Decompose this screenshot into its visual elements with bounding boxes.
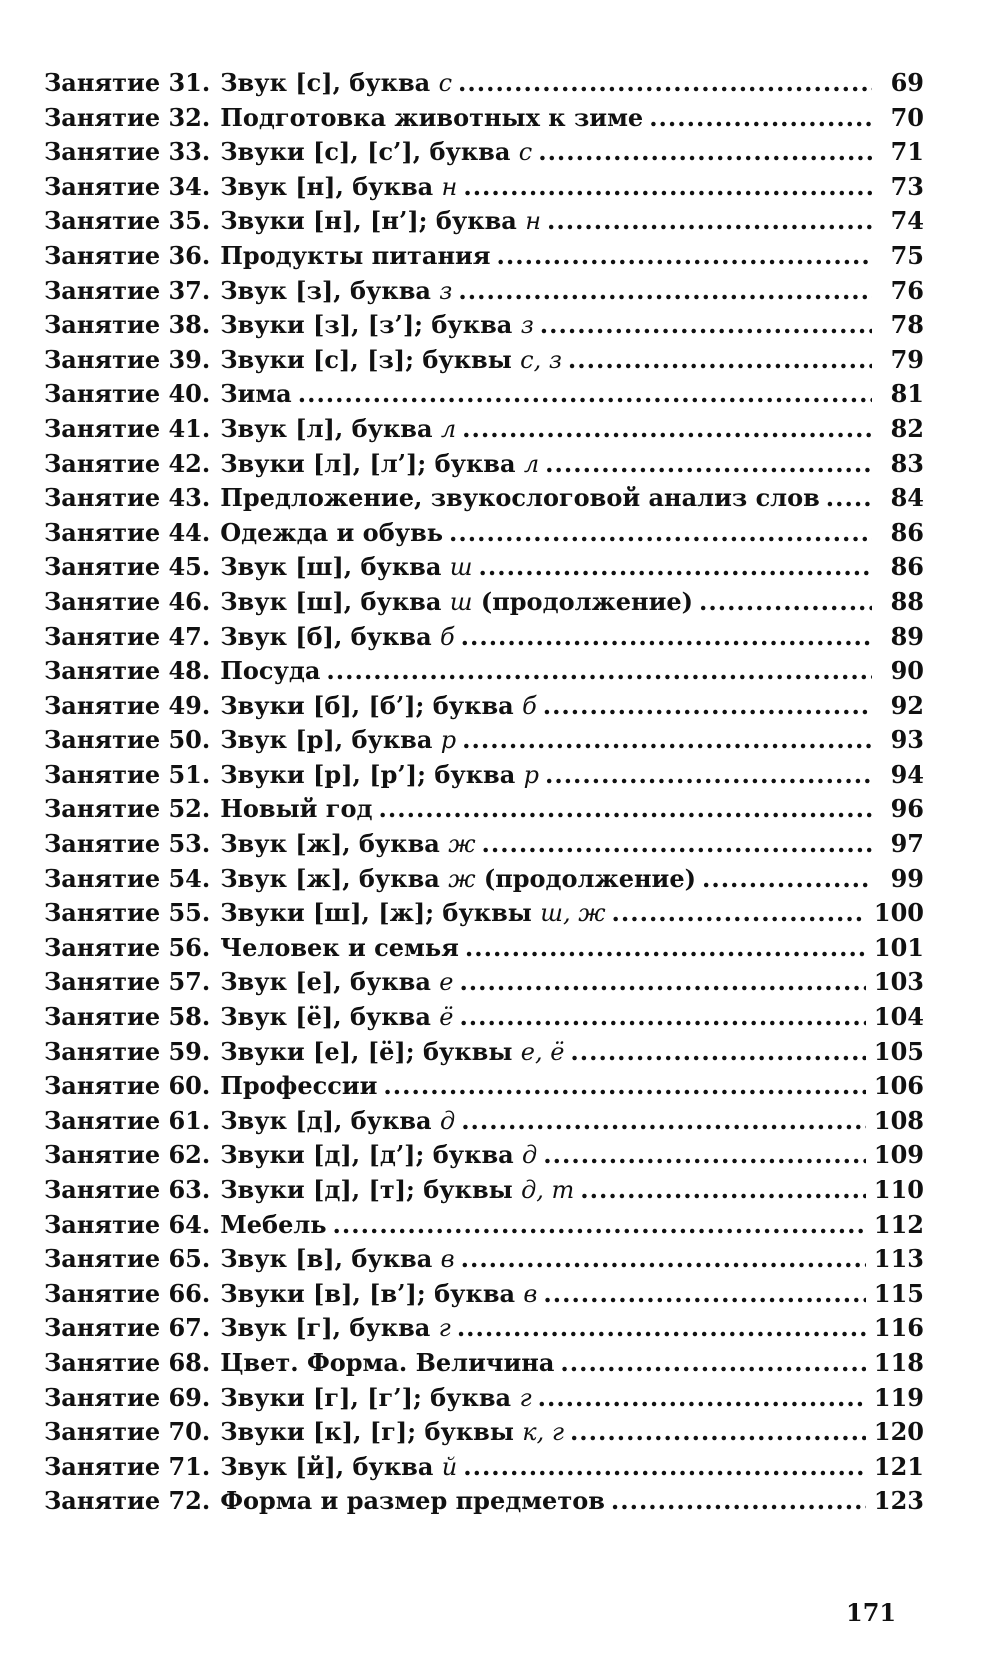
page-reference: 78 <box>890 310 924 340</box>
toc-entry <box>44 620 924 655</box>
dot-leader <box>826 481 872 516</box>
lesson-title-text: Звук [ж], буква <box>220 863 449 893</box>
toc-entry <box>44 1277 924 1312</box>
lesson-title-text: Профессии <box>220 1071 378 1101</box>
page-reference: 112 <box>873 1209 924 1239</box>
lesson-label: Занятие 53. <box>44 829 211 859</box>
page-reference: 73 <box>890 171 924 201</box>
lesson-title <box>220 689 537 724</box>
lesson-title <box>220 550 472 585</box>
lesson-title-text: Звуки [д], [д’]; буква <box>220 1140 523 1170</box>
lesson-title <box>220 101 643 136</box>
lesson-title-text: Звуки [с], [с’], буква <box>220 137 519 167</box>
page-reference: 86 <box>890 517 924 547</box>
toc-entry <box>44 1000 924 1035</box>
lesson-label: Занятие 38. <box>44 310 211 340</box>
toc-entry <box>44 965 924 1000</box>
lesson-letter: г <box>438 1314 451 1343</box>
page-reference: 97 <box>890 829 924 859</box>
toc-entry <box>44 101 924 136</box>
page-reference: 121 <box>873 1451 924 1481</box>
lesson-label: Занятие 34. <box>44 171 211 201</box>
lesson-title-text: Звуки [д], [т]; буквы <box>220 1175 522 1204</box>
dot-leader <box>570 1415 866 1450</box>
lesson-title <box>220 516 443 551</box>
page-reference: 106 <box>873 1071 924 1101</box>
lesson-title-text: Посуда <box>220 656 321 686</box>
lesson-title <box>220 620 454 655</box>
lesson-label: Занятие 43. <box>44 483 211 513</box>
lesson-title-text: Звук [л], буква <box>220 413 441 443</box>
dot-leader <box>580 1173 866 1208</box>
lesson-title <box>220 1484 605 1519</box>
lesson-letter: е <box>439 968 454 997</box>
toc-entry <box>44 204 924 239</box>
lesson-title <box>220 343 562 378</box>
lesson-label: Занятие 42. <box>44 448 211 478</box>
lesson-title-text: Звуки [л], [л’]; буква <box>220 448 524 478</box>
page-reference: 103 <box>873 967 924 997</box>
page-reference: 70 <box>890 102 924 132</box>
page-reference: 113 <box>873 1244 924 1274</box>
lesson-label: Занятие 69. <box>44 1382 211 1412</box>
lesson-label: Занятие 49. <box>44 690 211 720</box>
lesson-label: Занятие 60. <box>44 1071 211 1101</box>
dot-leader <box>461 1242 866 1277</box>
lesson-title <box>220 1311 451 1346</box>
lesson-label: Занятие 62. <box>44 1140 211 1170</box>
lesson-label: Занятие 51. <box>44 759 211 789</box>
lesson-title-text: Звук [ш], буква <box>220 586 450 616</box>
dot-leader <box>570 1035 865 1070</box>
lesson-title-text: Звуки [е], [ё]; буквы <box>220 1036 521 1066</box>
lesson-letter: д <box>522 1141 538 1170</box>
page-reference: 108 <box>873 1105 924 1135</box>
lesson-label: Занятие 45. <box>44 552 211 582</box>
lesson-letter: з <box>439 276 453 305</box>
lesson-title-text: Цвет. Форма. Величина <box>220 1347 555 1377</box>
lesson-label: Занятие 39. <box>44 344 211 374</box>
dot-leader <box>540 308 872 343</box>
lesson-letter: н <box>525 207 541 236</box>
toc-entry <box>44 896 924 931</box>
toc-entry <box>44 1173 924 1208</box>
lesson-title-text: Звуки [с], [з]; буквы <box>220 344 521 374</box>
lesson-title-text: Человек и семья <box>220 932 459 962</box>
lesson-title-text: Звуки [г], [г’]; буква <box>220 1382 520 1412</box>
lesson-title <box>220 585 693 620</box>
dot-leader <box>545 447 872 482</box>
lesson-title-text: Новый год <box>220 794 373 824</box>
page-reference: 109 <box>873 1140 924 1170</box>
toc-entry <box>44 758 924 793</box>
page-reference: 116 <box>873 1313 924 1343</box>
dot-leader <box>462 412 872 447</box>
page-reference: 74 <box>890 206 924 236</box>
toc-entry <box>44 66 924 101</box>
lesson-label: Занятие 33. <box>44 137 211 167</box>
lesson-title <box>220 135 532 170</box>
page-reference: 88 <box>890 586 924 616</box>
page-reference: 100 <box>873 898 924 928</box>
toc-entry <box>44 274 924 309</box>
page-reference: 101 <box>873 932 924 962</box>
lesson-title-suffix: (продолжение) <box>472 586 693 616</box>
toc-entry <box>44 1104 924 1139</box>
lesson-title-text: Звук [г], буква <box>220 1313 439 1343</box>
lesson-label: Занятие 35. <box>44 206 211 236</box>
lesson-title-text: Звук [е], буква <box>220 967 440 997</box>
page-reference: 76 <box>890 275 924 305</box>
toc-entry <box>44 239 924 274</box>
lesson-letter: р <box>440 726 457 755</box>
dot-leader <box>463 1450 866 1485</box>
toc-entry <box>44 1450 924 1485</box>
lesson-letter: ш <box>449 587 473 616</box>
lesson-title <box>220 204 541 239</box>
toc-entry <box>44 308 924 343</box>
lesson-letter: б <box>522 691 537 720</box>
page-reference: 90 <box>890 656 924 686</box>
lesson-title-suffix: (продолжение) <box>475 863 696 893</box>
lesson-letter: ё <box>439 1003 454 1032</box>
lesson-label: Занятие 44. <box>44 517 211 547</box>
lesson-title <box>220 758 539 793</box>
lesson-title-text: Звуки [к], [г]; буквы <box>220 1417 523 1447</box>
lesson-label: Занятие 61. <box>44 1105 211 1135</box>
page-reference: 120 <box>873 1417 924 1447</box>
page-reference: 83 <box>890 448 924 478</box>
lesson-title <box>220 308 534 343</box>
dot-leader <box>543 1277 866 1312</box>
page-reference: 104 <box>873 1002 924 1032</box>
lesson-letter: с <box>518 138 533 167</box>
dot-leader <box>547 204 872 239</box>
dot-leader <box>461 620 872 655</box>
lesson-title-text: Звук [д], буква <box>220 1105 440 1135</box>
page-reference: 79 <box>890 344 924 374</box>
lesson-label: Занятие 64. <box>44 1209 211 1239</box>
lesson-letter: ж <box>448 830 476 859</box>
toc-entry <box>44 585 924 620</box>
toc-entry <box>44 412 924 447</box>
toc-entry <box>44 550 924 585</box>
lesson-label: Занятие 32. <box>44 102 211 132</box>
lesson-title-text: Звуки [в], [в’]; буква <box>220 1278 524 1308</box>
dot-leader <box>649 101 872 136</box>
page-reference: 75 <box>890 240 924 270</box>
toc-entry <box>44 654 924 689</box>
lesson-title <box>220 965 453 1000</box>
toc-entry <box>44 447 924 482</box>
dot-leader <box>497 239 872 274</box>
lesson-title <box>220 1415 564 1450</box>
lesson-label: Занятие 58. <box>44 1002 211 1032</box>
page-reference: 115 <box>873 1278 924 1308</box>
page-reference: 119 <box>873 1382 924 1412</box>
dot-leader <box>568 343 872 378</box>
lesson-title-text: Звуки [б], [б’]; буква <box>220 690 523 720</box>
lesson-title <box>220 1208 326 1243</box>
lesson-title <box>220 654 320 689</box>
page-reference: 82 <box>890 413 924 443</box>
lesson-title <box>220 862 696 897</box>
lesson-title <box>220 931 459 966</box>
lesson-letter: н <box>441 172 458 201</box>
toc-entry <box>44 1381 924 1416</box>
toc-entry <box>44 1311 924 1346</box>
lesson-title-text: Звук [й], буква <box>220 1451 442 1481</box>
dot-leader <box>611 1484 866 1519</box>
lesson-title-text: Звуки [н], [н’]; буква <box>220 206 526 236</box>
dot-leader <box>479 550 873 585</box>
dot-leader <box>699 585 872 620</box>
dot-leader <box>449 516 872 551</box>
lesson-label: Занятие 50. <box>44 725 211 755</box>
page-reference: 110 <box>873 1175 924 1204</box>
toc-entry <box>44 135 924 170</box>
lesson-letter: д <box>439 1106 456 1135</box>
lesson-letter: л <box>440 414 457 443</box>
lesson-label: Занятие 31. <box>44 68 211 97</box>
lesson-letter: з <box>520 311 534 340</box>
toc-entry <box>44 1242 924 1277</box>
page-reference: 94 <box>890 759 924 789</box>
lesson-label: Занятие 37. <box>44 275 211 305</box>
dot-leader <box>538 135 872 170</box>
lesson-label: Занятие 57. <box>44 967 211 997</box>
toc-entry <box>44 931 924 966</box>
lesson-title <box>220 1035 564 1070</box>
lesson-label: Занятие 40. <box>44 379 211 409</box>
toc-entry <box>44 481 924 516</box>
toc-entry <box>44 1415 924 1450</box>
dot-leader <box>383 1069 865 1104</box>
page-reference: 93 <box>890 725 924 755</box>
dot-leader <box>458 274 872 309</box>
lesson-title <box>220 723 456 758</box>
page-reference: 99 <box>890 863 924 893</box>
dot-leader <box>326 654 872 689</box>
page-reference: 71 <box>890 137 924 167</box>
lesson-title-text: Звук [ё], буква <box>220 1002 440 1032</box>
lesson-title-text: Мебель <box>220 1209 327 1239</box>
lesson-title <box>220 1450 457 1485</box>
lesson-title-text: Звук [с], буква <box>220 68 439 97</box>
toc-entry <box>44 689 924 724</box>
lesson-letter: е, ё <box>520 1037 565 1066</box>
lesson-label: Занятие 55. <box>44 898 211 928</box>
toc-entry <box>44 1346 924 1381</box>
lesson-letter: ш, ж <box>540 899 606 928</box>
lesson-title <box>220 1346 554 1381</box>
dot-leader <box>560 1346 866 1381</box>
lesson-label: Занятие 59. <box>44 1036 211 1066</box>
lesson-title <box>220 1381 531 1416</box>
toc-entry <box>44 862 924 897</box>
lesson-letter: ж <box>448 864 476 893</box>
dot-leader <box>481 827 872 862</box>
dot-leader <box>462 723 872 758</box>
lesson-title <box>220 66 452 101</box>
dot-leader <box>545 758 872 793</box>
lesson-title-text: Звук [б], буква <box>220 621 440 651</box>
toc-entry <box>44 827 924 862</box>
dot-leader <box>463 170 872 205</box>
lesson-title-text: Звук [ш], буква <box>220 552 450 582</box>
toc-entry <box>44 1069 924 1104</box>
lesson-title <box>220 1173 574 1208</box>
lesson-title <box>220 1104 455 1139</box>
lesson-title-text: Продукты питания <box>220 240 491 270</box>
lesson-title <box>220 896 605 931</box>
page-reference: 105 <box>873 1036 924 1066</box>
dot-leader <box>333 1208 866 1243</box>
dot-leader <box>457 1311 866 1346</box>
toc-entry <box>44 723 924 758</box>
lesson-letter: л <box>523 449 540 478</box>
lesson-title-text: Звук [ж], буква <box>220 829 449 859</box>
page-reference: 86 <box>890 552 924 582</box>
dot-leader <box>458 66 872 101</box>
lesson-letter: р <box>523 760 539 789</box>
lesson-label: Занятие 41. <box>44 413 211 443</box>
page-reference: 69 <box>890 68 924 97</box>
lesson-letter: с, з <box>520 345 562 374</box>
lesson-title <box>220 1069 377 1104</box>
lesson-label: Занятие 52. <box>44 794 211 824</box>
lesson-letter: г <box>519 1383 532 1412</box>
lesson-title-text: Предложение, звукослоговой анализ слов <box>220 483 820 513</box>
toc-entry <box>44 343 924 378</box>
lesson-title <box>220 827 475 862</box>
lesson-title-text: Звук [р], буква <box>220 725 441 755</box>
lesson-title-text: Подготовка животных к зиме <box>220 102 644 132</box>
dot-leader <box>459 1000 865 1035</box>
toc-entry <box>44 170 924 205</box>
lesson-label: Занятие 70. <box>44 1417 211 1447</box>
lesson-label: Занятие 72. <box>44 1486 211 1516</box>
page-number: 171 <box>846 1598 897 1627</box>
lesson-title <box>220 170 457 205</box>
dot-leader <box>465 931 866 966</box>
lesson-letter: й <box>441 1452 458 1481</box>
dot-leader <box>461 1104 866 1139</box>
lesson-title-text: Звуки [ш], [ж]; буквы <box>220 898 541 928</box>
table-of-contents <box>44 66 924 1519</box>
lesson-title-text: Зима <box>220 379 292 409</box>
page-reference: 92 <box>890 690 924 720</box>
page-reference: 89 <box>890 621 924 651</box>
lesson-label: Занятие 56. <box>44 932 211 962</box>
lesson-title-text: Форма и размер предметов <box>220 1486 605 1516</box>
toc-entry <box>44 377 924 412</box>
lesson-title <box>220 377 292 412</box>
page-reference: 81 <box>890 379 924 409</box>
lesson-title <box>220 412 456 447</box>
lesson-title <box>220 1000 453 1035</box>
lesson-label: Занятие 71. <box>44 1451 211 1481</box>
lesson-title <box>220 239 490 274</box>
dot-leader <box>543 689 872 724</box>
lesson-label: Занятие 48. <box>44 656 211 686</box>
lesson-title <box>220 1277 537 1312</box>
dot-leader <box>702 862 872 897</box>
lesson-title-text: Звук [з], буква <box>220 275 440 305</box>
lesson-letter: в <box>523 1279 538 1308</box>
lesson-title-text: Звуки [р], [р’]; буква <box>220 759 524 789</box>
toc-entry <box>44 792 924 827</box>
lesson-title <box>220 274 452 309</box>
lesson-letter: д, т <box>521 1176 575 1204</box>
dot-leader <box>538 1381 866 1416</box>
lesson-label: Занятие 63. <box>44 1175 211 1204</box>
lesson-letter: б <box>439 622 455 651</box>
lesson-letter: к, г <box>522 1418 564 1447</box>
lesson-title-text: Звук [н], буква <box>220 171 442 201</box>
dot-leader <box>379 792 872 827</box>
page-reference: 84 <box>890 483 924 513</box>
lesson-label: Занятие 54. <box>44 863 211 893</box>
dot-leader <box>543 1138 866 1173</box>
page-reference: 123 <box>873 1486 924 1516</box>
lesson-label: Занятие 46. <box>44 586 211 616</box>
toc-entry <box>44 1208 924 1243</box>
lesson-letter: ш <box>449 553 473 582</box>
dot-leader <box>298 377 872 412</box>
dot-leader <box>459 965 865 1000</box>
toc-entry <box>44 1484 924 1519</box>
lesson-label: Занятие 68. <box>44 1347 211 1377</box>
lesson-title <box>220 792 372 827</box>
lesson-label: Занятие 66. <box>44 1278 211 1308</box>
lesson-title <box>220 1138 537 1173</box>
lesson-label: Занятие 65. <box>44 1244 211 1274</box>
toc-entry <box>44 1138 924 1173</box>
lesson-title-text: Одежда и обувь <box>220 517 444 547</box>
lesson-letter: с <box>438 69 453 97</box>
lesson-label: Занятие 36. <box>44 240 211 270</box>
page-reference: 96 <box>890 794 924 824</box>
toc-entry <box>44 1035 924 1070</box>
lesson-label: Занятие 47. <box>44 621 211 651</box>
lesson-label: Занятие 67. <box>44 1313 211 1343</box>
lesson-letter: в <box>440 1245 455 1274</box>
toc-entry <box>44 516 924 551</box>
lesson-title <box>220 447 539 482</box>
lesson-title-text: Звуки [з], [з’]; буква <box>220 310 521 340</box>
lesson-title <box>220 481 820 516</box>
lesson-title-text: Звук [в], буква <box>220 1244 441 1274</box>
page-reference: 118 <box>873 1347 924 1377</box>
lesson-title <box>220 1242 454 1277</box>
dot-leader <box>612 896 866 931</box>
